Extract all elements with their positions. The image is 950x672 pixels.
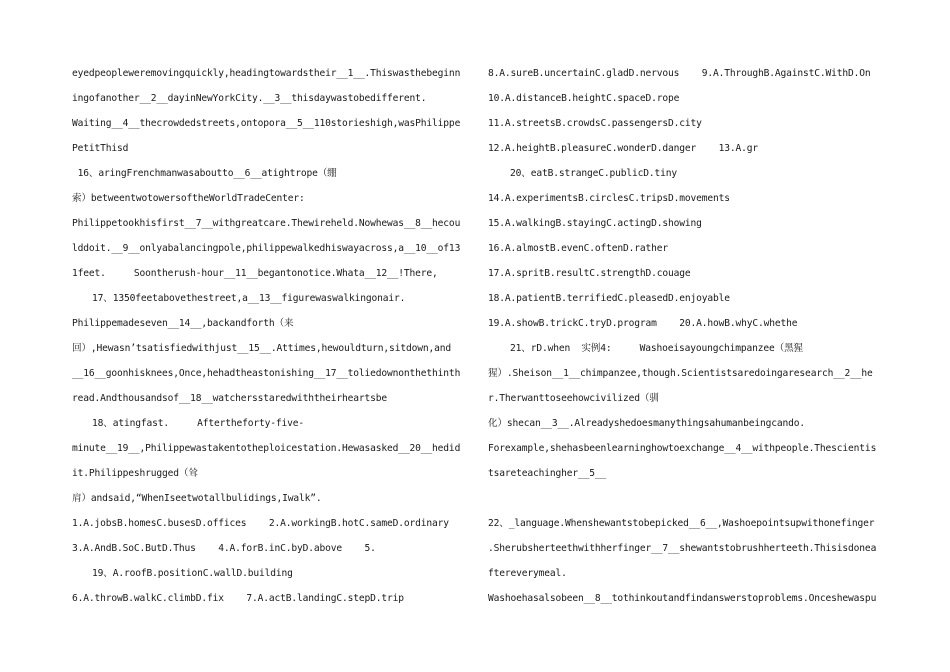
text-line: 12.A.heightB.pleasureC.wonderD.danger 13.A.gr — [488, 143, 759, 154]
text-line: 19、A.roofB.positionC.wallD.building — [92, 568, 293, 579]
text-line: 20、eatB.strangeC.publicD.tiny — [510, 168, 677, 179]
text-line: 14.A.experimentsB.circlesC.tripsD.movements — [488, 193, 730, 204]
text-line: 回）,Hewasn’tsatisfiedwithjust__15__.Attimes,hewouldturn,sitdown,and — [72, 343, 451, 354]
text-line: 22、_language.Whenshewantstobepicked__6__,Washoepointsupwithonefinger — [488, 518, 875, 529]
text-line: 10.A.distanceB.heightC.spaceD.rope — [488, 93, 680, 104]
text-line: 17、1350feetabovethestreet,a__13__figurewaswalkingonair. — [92, 293, 406, 304]
text-line: 1.A.jobsB.homesC.busesD.offices 2.A.workingB.hotC.sameD.ordinary — [72, 518, 449, 529]
text-line: 3.A.AndB.SoC.ButD.Thus 4.A.forB.inC.byD.above 5. — [72, 543, 376, 554]
text-line: read.Andthousandsof__18__watchersstaredwiththeirheartsbe — [72, 393, 388, 404]
text-line: 15.A.walkingB.stayingC.actingD.showing — [488, 218, 702, 229]
text-line: 16、aringFrenchmanwasaboutto__6__atightrope（绷 — [72, 168, 337, 179]
text-line: tsareteachingher__5__ — [488, 468, 607, 479]
text-line: 11.A.streetsB.crowdsC.passengersD.city — [488, 118, 702, 129]
text-line: 肩）andsaid,“WhenIseetwotallbulidings,Iwalk”. — [72, 493, 322, 504]
text-line: 1feet. Soontherush-hour__11__begantonotice.Whata__12__!There, — [72, 268, 438, 279]
text-line: 18.A.patientB.terrifiedC.pleasedD.enjoyable — [488, 293, 730, 304]
text-line: lddoit.__9__onlyabalancingpole,philippewalkedhiswayacross,a__10__of13 — [72, 243, 461, 254]
text-line: ingofanother__2__dayinNewYorkCity.__3__thisdaywastobedifferent. — [72, 93, 427, 104]
text-line: 18、atingfast. Aftertheforty-five- — [92, 418, 304, 429]
text-line: 8.A.sureB.uncertainC.gladD.nervous 9.A.ThroughB.AgainstC.WithD.On — [488, 68, 871, 79]
text-line: 猩）.Sheison__1__chimpanzee,though.Scientistsaredoingaresearch__2__he — [488, 368, 873, 379]
text-line: it.Philippeshrugged（耸 — [72, 468, 198, 479]
text-line: Forexample,shehasbeenlearninghowtoexchange__4__withpeople.Thescientis — [488, 443, 877, 454]
text-line: Philippetookhisfirst__7__withgreatcare.Thewireheld.Nowhewas__8__hecou — [72, 218, 461, 229]
text-line: ftereverymeal. — [488, 568, 567, 579]
text-line: 化）shecan__3__.Alreadyshedoesmanythingsahumanbeingcando. — [488, 418, 806, 429]
text-line: 17.A.spritB.resultC.strengthD.couage — [488, 268, 691, 279]
text-line: __16__goonhisknees,Once,hehadtheastonishing__17__toliedownonthethinth — [72, 368, 461, 379]
text-line: 21、rD.when 实例4: Washoeisayoungchimpanzee（黑猩 — [510, 343, 803, 354]
text-line: Philippemadeseven__14__,backandforth（来 — [72, 318, 294, 329]
text-line: 16.A.almostB.evenC.oftenD.rather — [488, 243, 669, 254]
text-line: r.Therwanttoseehowcivilized（驯 — [488, 393, 659, 404]
text-line: Waiting__4__thecrowdedstreets,ontopora__5__110storieshigh,wasPhilippe — [72, 118, 461, 129]
text-line: 索）betweentwotowersoftheWorldTradeCenter: — [72, 193, 305, 204]
text-line: Washoehasalsobeen__8__tothinkoutandfindanswerstoproblems.Onceshewaspu — [488, 593, 877, 604]
text-line: .Sherubsherteethwithherfinger__7__shewantstobrushherteeth.Thisisdonea — [488, 543, 877, 554]
text-line: 6.A.throwB.walkC.climbD.fix 7.A.actB.landingC.stepD.trip — [72, 593, 404, 604]
text-line: PetitThisd — [72, 143, 129, 154]
text-line: eyedpeopleweremovingquickly,headingtowardstheir__1__.Thiswasthebeginn — [72, 68, 461, 79]
text-line: 19.A.showB.trickC.tryD.program 20.A.howB.whyC.whethe — [488, 318, 798, 329]
text-line: minute__19__,Philippewastakentotheploicestation.Hewasasked__20__hedid — [72, 443, 461, 454]
